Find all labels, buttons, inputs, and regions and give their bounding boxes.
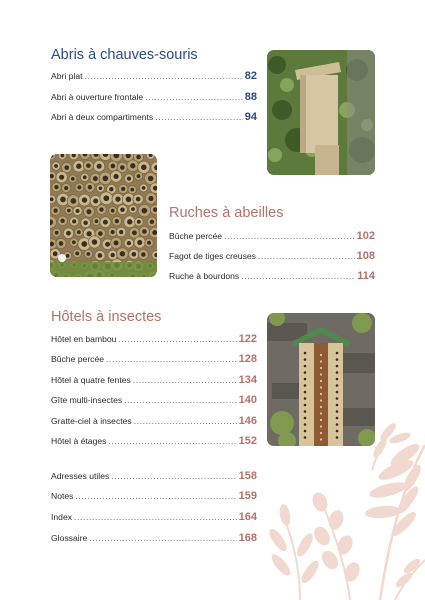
section-title-bats: Abris à chauves-souris [51, 47, 198, 63]
toc-entry-label: Hôtel en bambou [51, 334, 117, 344]
toc-entry-label: Index [51, 512, 73, 522]
leader-dots [145, 92, 243, 102]
toc-entry-page: 102 [356, 230, 375, 242]
toc-entry-label: Bûche percée [51, 354, 105, 364]
toc-entry-page: 168 [238, 532, 257, 544]
toc-entry[interactable] [169, 270, 375, 282]
leader-dots [111, 471, 236, 481]
leader-dots [134, 416, 237, 426]
toc-entry-page: 94 [244, 111, 257, 123]
hollow-stems-photo [50, 154, 157, 277]
toc-entry-page: 134 [238, 374, 257, 386]
toc-entry-page: 122 [238, 333, 257, 345]
section-title-insects: Hôtels à insectes [51, 309, 162, 325]
toc-entry[interactable] [51, 333, 257, 345]
toc-entry-label: Abri à deux compartiments [51, 112, 154, 122]
leader-dots [89, 533, 236, 543]
toc-entry-label: Abri à ouverture frontale [51, 92, 144, 102]
leader-dots [85, 71, 243, 81]
toc-entry[interactable] [169, 230, 375, 242]
toc-entry-page: 128 [238, 353, 257, 365]
toc-entry[interactable] [51, 394, 257, 406]
toc-entry[interactable] [51, 470, 257, 482]
section-title-bees: Ruches à abeilles [169, 205, 284, 221]
toc-entry-page: 140 [238, 394, 257, 406]
toc-entry[interactable] [51, 111, 257, 123]
toc-entry[interactable] [51, 435, 257, 447]
leader-dots [118, 334, 236, 344]
toc-entry[interactable] [51, 532, 257, 544]
leader-dots [124, 395, 236, 405]
toc-entry-page: 164 [238, 511, 257, 523]
toc-entry-label: Gratte-ciel à insectes [51, 416, 132, 426]
toc-entry-label: Ruche à bourdons [169, 271, 240, 281]
leader-dots [241, 271, 355, 281]
toc-entry-page: 152 [238, 435, 257, 447]
leader-dots [258, 251, 355, 261]
toc-entry-page: 146 [238, 415, 257, 427]
toc-entry-label: Gîte multi-insectes [51, 395, 123, 405]
toc-entry[interactable] [51, 415, 257, 427]
toc-entry-page: 88 [244, 91, 257, 103]
toc-entry-label: Hôtel à étages [51, 436, 107, 446]
toc-entry-label: Fagot de tiges creuses [169, 251, 256, 261]
toc-entry-page: 114 [357, 270, 375, 282]
toc-entry-label: Hôtel à quatre fentes [51, 375, 131, 385]
insect-hotel-photo [267, 313, 375, 446]
leader-dots [133, 375, 237, 385]
bat-box-photo [267, 50, 375, 175]
toc-entry-page: 159 [238, 490, 257, 502]
leader-dots [75, 491, 236, 501]
toc-entry[interactable] [51, 70, 257, 82]
toc-entry-page: 82 [244, 70, 257, 82]
toc-entry[interactable] [51, 91, 257, 103]
toc-entry[interactable] [51, 511, 257, 523]
toc-entry-label: Abri plat [51, 71, 83, 81]
leader-dots [224, 231, 355, 241]
toc-entry-page: 158 [238, 470, 257, 482]
leader-dots [155, 112, 243, 122]
toc-entry-label: Bûche percée [169, 231, 223, 241]
toc-entry-label: Adresses utiles [51, 471, 110, 481]
toc-entry-label: Notes [51, 491, 74, 501]
toc-entry-label: Glossaire [51, 533, 88, 543]
leader-dots [74, 512, 237, 522]
leader-dots [106, 354, 237, 364]
toc-entry[interactable] [51, 374, 257, 386]
leader-dots [108, 436, 236, 446]
toc-entry[interactable] [51, 353, 257, 365]
toc-entry[interactable] [51, 490, 257, 502]
toc-entry-page: 108 [356, 250, 375, 262]
toc-entry[interactable] [169, 250, 375, 262]
